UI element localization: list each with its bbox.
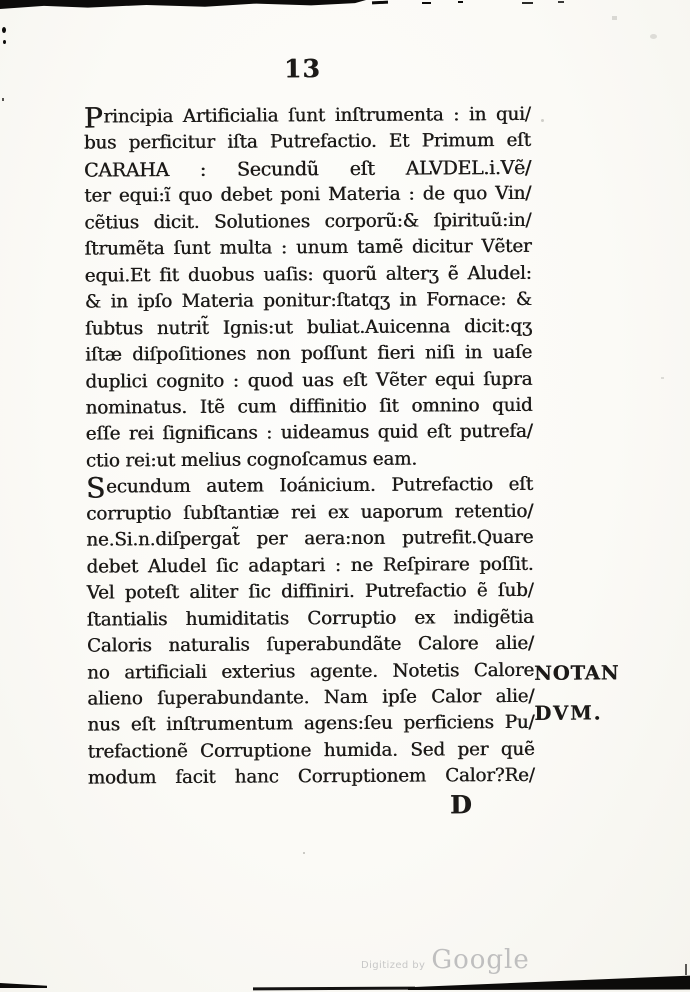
text-line: ctio rei:ut melius cognoſcamus eam. xyxy=(85,448,417,472)
body-text-block xyxy=(84,102,535,792)
text-line: equi.Et fit duobus uaſis: quorũ alterʒ ẽ Aludel: xyxy=(84,262,532,287)
quire-signature: D xyxy=(449,790,472,820)
text-line: alieno ſuperabundante. Nam ipſe Calor alie/ xyxy=(87,685,535,710)
text-line: iſtæ diſpoſitiones non poſſunt fieri niſi in uaſe xyxy=(85,341,533,366)
text-line xyxy=(85,471,533,505)
text-line: CARAHA : Secundũ eſt ALVDEL.i.Vẽ/ xyxy=(83,156,532,182)
text-line: no artificiali exterius agente. Notetis Calore xyxy=(87,659,535,684)
scan-artifact-bottom-line xyxy=(253,986,415,989)
text-line-content: ecundum autem Ioánicium. Putrefactio eſt xyxy=(105,474,533,498)
text-line: Caloris naturalis ſuperabundãte Calore alie/ xyxy=(86,632,534,657)
text-line: debet Aludel ſic adaptari : ne Reſpirare poſſit. xyxy=(86,553,534,578)
text-line: & in ipſo Materia ponitur:ſtatqʒ in Fornace: & xyxy=(84,289,532,313)
text-line: ſtrumẽta ſunt multa : unum tamẽ dicitur Vẽter xyxy=(84,236,532,260)
text-line: duplici cognito : quod uas eſt Vẽter equi ſupra xyxy=(85,368,533,393)
drop-cap: S xyxy=(85,471,106,505)
paragraph-2 xyxy=(86,472,535,792)
text-line-content: rincipia Artificialia ſunt inſtrumenta : in qui/ xyxy=(103,103,531,128)
paragraph-1 xyxy=(84,102,533,475)
text-line: bus perficitur iſta Putrefactio. Et Primum eſt xyxy=(83,130,531,155)
text-line: ſtantialis humiditatis Corruptio ex indigẽtia xyxy=(86,606,534,631)
text-line: Vel poteſt aliter ſic diffiniri. Putrefactio ẽ ſub/ xyxy=(86,580,534,604)
margin-note-line: NOTAN xyxy=(534,661,620,685)
text-line: eſſe rei ſignificans : uideamus quid eſt putrefa/ xyxy=(85,421,533,446)
text-line: cẽtius dicit. Solutiones corporũ:& ſpirituũ:in/ xyxy=(84,209,532,234)
margin-note-line: DVM. xyxy=(534,701,603,725)
text-line xyxy=(83,101,531,135)
watermark-text: Digitized by xyxy=(361,960,426,971)
scan-artifact-right-tick xyxy=(685,964,687,975)
page-number: 13 xyxy=(283,54,321,84)
google-logo: Google xyxy=(431,945,530,975)
drop-cap: P xyxy=(83,101,103,135)
text-line: ne.Si.n.diſpergat̃ per aera:non putrefit.Quare xyxy=(86,527,534,551)
text-line: ſubtus nutrit̃ Ignis:ut buliat.Auicenna dicit:qʒ xyxy=(84,315,533,340)
text-line: nus eſt inſtrumentum agens:ſeu perficiens Pu/ xyxy=(87,712,535,736)
google-watermark xyxy=(361,945,530,975)
text-line: corruptio ſubſtantiæ rei ex uaporum retentio/ xyxy=(86,500,534,525)
text-line: nominatus. Itẽ cum diffinitio ſit omnino quid xyxy=(85,394,533,419)
text-line: ter equi:ĩ quo debet poni Materia : de quo Vin/ xyxy=(84,183,532,207)
margin-note-notandum xyxy=(534,661,620,725)
text-line: modum facit hanc Corruptionem Calor?Re/ xyxy=(87,765,535,789)
text-line: trefactionẽ Corruptione humida. Sed per quẽ xyxy=(87,738,535,763)
